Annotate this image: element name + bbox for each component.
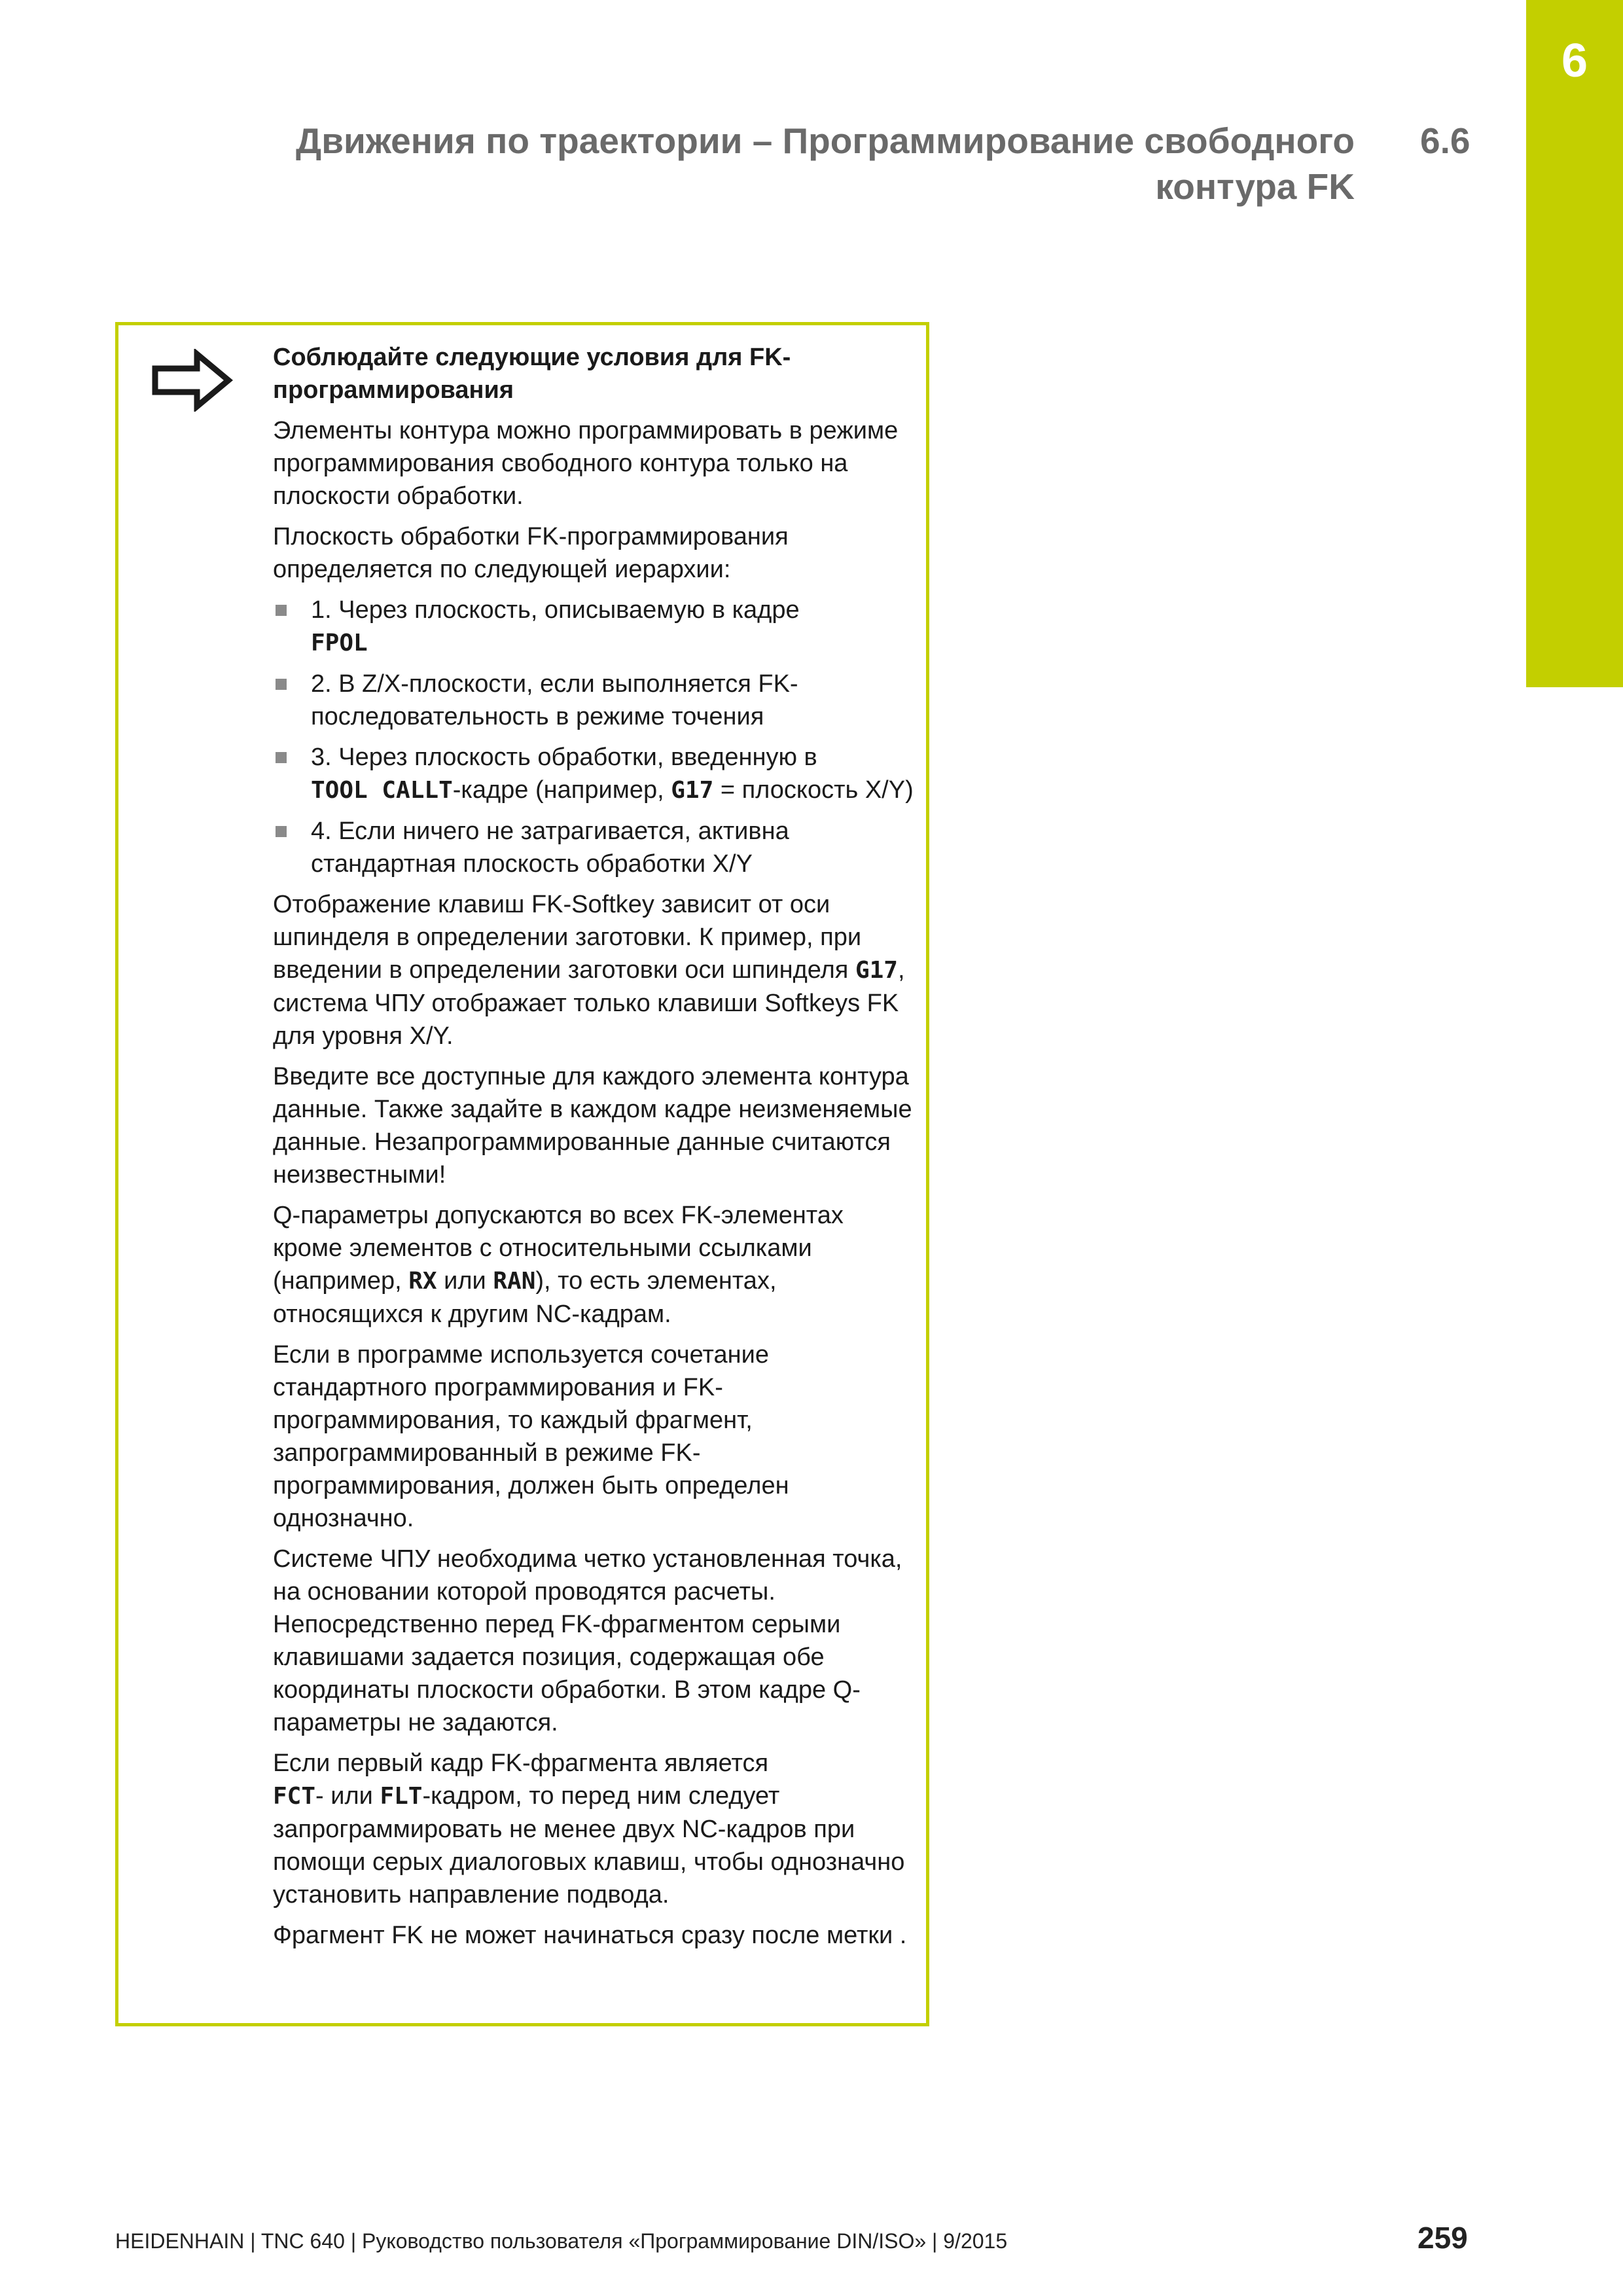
- code-ran: RAN: [493, 1268, 536, 1295]
- arrow-right-icon: [151, 349, 234, 412]
- list-item-text: 1. Через плоскость, описываемую в кадре: [311, 596, 800, 624]
- note-paragraph-6: Если в программе используется сочетание стандартного программирования и FK-программирования, то каждый фрагмент, запрограммированный в режиме FK-программирования, должен быть определен однозначно.: [273, 1341, 789, 1532]
- bullet-square-icon: [276, 679, 287, 690]
- list-item: [273, 594, 914, 660]
- section-number: 6.6: [1420, 120, 1471, 161]
- note-content: [273, 341, 914, 1960]
- bullet-square-icon: [276, 752, 287, 763]
- list-item: [273, 741, 914, 807]
- text-span: Отображение клавиш FK-Softkey зависит от оси шпинделя в определении заготовки. К пример, при введении в определении заготовки оси шпинделя: [273, 891, 862, 984]
- list-item-text: 2. В Z/X-плоскости, если выполняется FK-последовательность в режиме точения: [311, 670, 798, 730]
- note-paragraph-3: [273, 888, 914, 1052]
- list-item-text: 3. Через плоскость обработки, введенную в: [311, 744, 817, 771]
- text-span: или: [444, 1267, 486, 1295]
- note-paragraph-7: Системе ЧПУ необходима четко установленная точка, на основании которой проводятся расчеты. Непосредственно перед FK-фрагментом серыми клавишами задается позиция, содержащая обе координаты плоскости обработки. В этом кадре Q-параметры не задаются.: [273, 1545, 902, 1736]
- note-heading-line2: программирования: [273, 376, 514, 404]
- code-rx: RX: [408, 1268, 437, 1295]
- note-paragraph-5: [273, 1199, 914, 1331]
- code-g17: G17: [671, 777, 714, 804]
- chapter-number: 6: [1561, 35, 1588, 87]
- note-paragraph-4: Введите все доступные для каждого элемента контура данные. Также задайте в каждом кадре неизменяемые данные. Незапрограммированные данные считаются неизвестными!: [273, 1063, 912, 1189]
- list-item-text: -кадре (например,: [452, 776, 664, 804]
- page-title-line2: контура FK: [1155, 166, 1355, 207]
- code-fct: FCT: [273, 1783, 316, 1810]
- text-span: - или: [315, 1782, 373, 1810]
- code-fpol: FPOL: [311, 630, 368, 656]
- list-item-text: = плоскость X/Y): [720, 776, 914, 804]
- text-span: , система ЧПУ отображает только клавиши Softkeys FK для уровня X/Y.: [273, 956, 905, 1050]
- list-item: [273, 815, 914, 880]
- text-span: Если первый кадр FK-фрагмента является: [273, 1749, 769, 1777]
- chapter-tab: [1526, 0, 1623, 687]
- code-g17: G17: [855, 957, 898, 984]
- note-paragraph-8: [273, 1747, 914, 1911]
- list-item-text: 4. Если ничего не затрагивается, активна стандартная плоскость обработки X/Y: [311, 817, 789, 878]
- page-number: 259: [1418, 2221, 1468, 2255]
- text-span: ), то есть элементах, относящихся к другим NC-кадрам.: [273, 1267, 777, 1328]
- page-title-line1: Движения по траектории – Программирование свободного: [296, 120, 1355, 161]
- bullet-square-icon: [276, 605, 287, 616]
- note-box: [115, 322, 929, 2026]
- bullet-square-icon: [276, 826, 287, 837]
- note-paragraph-2: Плоскость обработки FK-программирования определяется по следующей иерархии:: [273, 523, 789, 583]
- note-paragraph-1: Элементы контура можно программировать в режиме программирования свободного контура только на плоскости обработки.: [273, 417, 899, 510]
- footer-text: HEIDENHAIN | TNC 640 | Руководство пользователя «Программирование DIN/ISO» | 9/2015: [115, 2229, 1008, 2253]
- hierarchy-list: [273, 594, 914, 880]
- text-span: Q-параметры допускаются во всех FK-элементах кроме элементов с относительными ссылками (например,: [273, 1202, 844, 1295]
- page-title: [111, 118, 1355, 209]
- code-tool-call: TOOL CALLT: [311, 777, 453, 804]
- note-heading: [273, 341, 914, 406]
- note-heading-line1: Соблюдайте следующие условия для FK-: [273, 344, 791, 371]
- text-span: -кадром, то перед ним следует запрограммировать не менее двух NC-кадров при помощи серых диалоговых клавиш, чтобы однозначно установить направление подвода.: [273, 1782, 905, 1909]
- list-item: [273, 668, 914, 733]
- code-flt: FLT: [380, 1783, 423, 1810]
- note-paragraph-9: Фрагмент FK не может начинаться сразу после метки .: [273, 1922, 907, 1949]
